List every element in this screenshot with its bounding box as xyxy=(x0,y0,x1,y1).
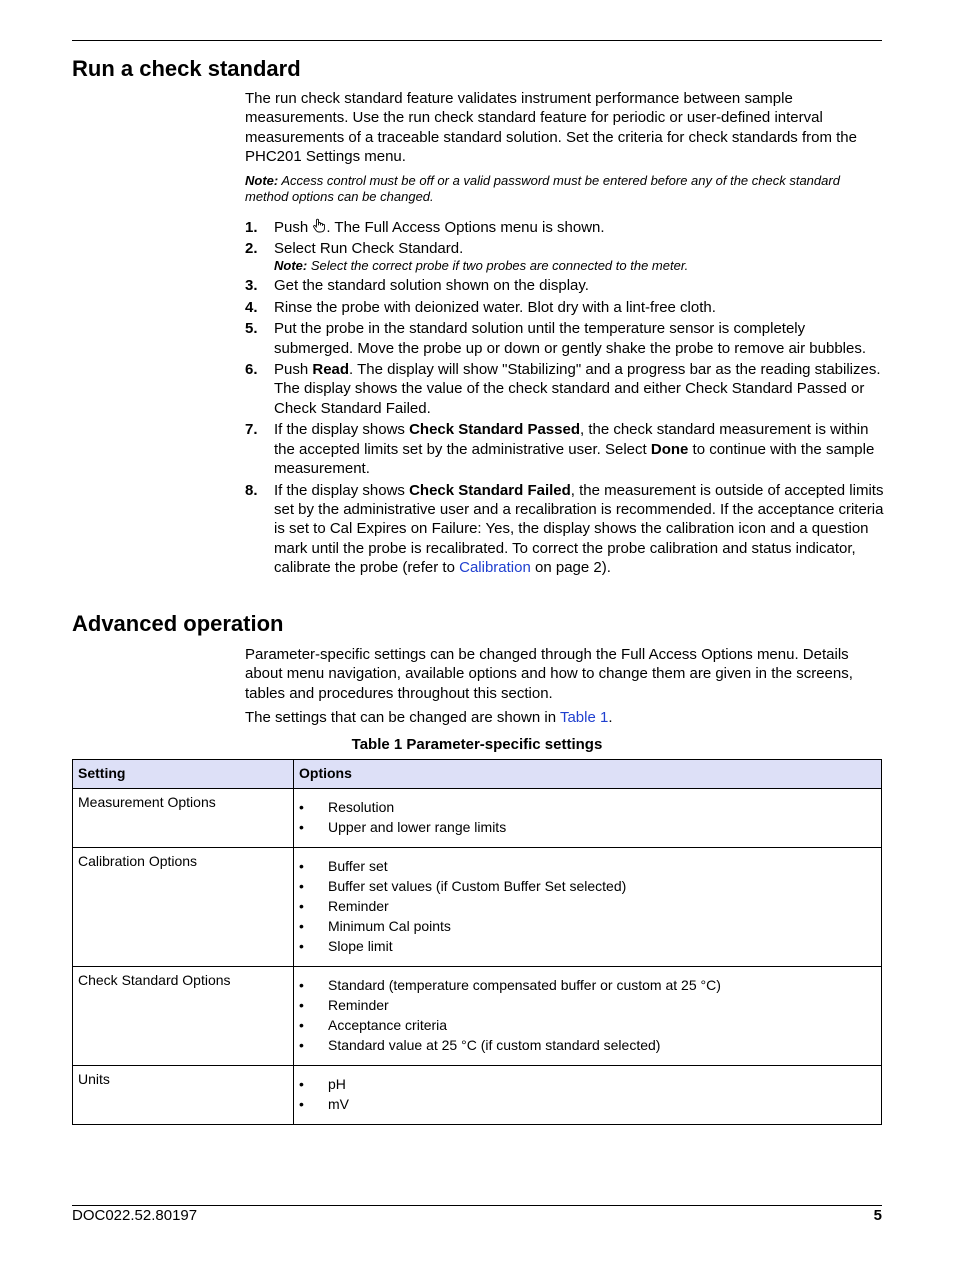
option-text: Acceptance criteria xyxy=(328,1017,448,1033)
done-key-label: Done xyxy=(650,440,689,458)
procedure-steps xyxy=(245,218,885,578)
table-ref-end: . xyxy=(608,709,613,727)
advanced-intro-paragraph: Parameter-specific settings can be changed through the Full Access Options menu. Details about menu navigation, available options and how to change them are given in the screens, tables and procedures throughout this section. xyxy=(245,646,853,702)
step-2-note xyxy=(274,258,885,274)
section-title-run-check-standard: Run a check standard xyxy=(72,56,301,81)
options-list xyxy=(299,975,876,1055)
note-text: Access control must be off or a valid password must be entered before any of the check standard method options can be changed. xyxy=(245,172,840,204)
parameter-settings-table xyxy=(72,759,882,1125)
step-2 xyxy=(245,239,885,274)
step-text: Push xyxy=(274,218,313,236)
option-text: mV xyxy=(328,1096,349,1112)
list-item xyxy=(299,896,876,916)
list-item xyxy=(299,1094,876,1114)
list-item xyxy=(299,817,876,837)
step-text-end: on page 2). xyxy=(530,559,611,577)
list-item xyxy=(299,1074,876,1094)
option-text: Standard (temperature compensated buffer or custom at 25 °C) xyxy=(328,977,721,993)
column-header-options: Options xyxy=(294,760,882,789)
step-6 xyxy=(245,360,885,418)
options-cell xyxy=(294,848,882,967)
table-reference-paragraph xyxy=(245,708,885,727)
table-row xyxy=(73,967,882,1066)
header-rule xyxy=(72,40,882,41)
bullet: • xyxy=(299,1096,304,1112)
list-item xyxy=(299,975,876,995)
bullet: • xyxy=(299,799,304,815)
list-item xyxy=(299,797,876,817)
options-cell xyxy=(294,1066,882,1125)
document-id: DOC022.52.80197 xyxy=(72,1207,198,1224)
option-text: Buffer set values (if Custom Buffer Set selected) xyxy=(328,878,627,894)
table-row xyxy=(73,848,882,967)
step-number: 3. xyxy=(245,277,258,295)
step-text-end: to continue with the sample measurement. xyxy=(274,440,875,478)
table-row xyxy=(73,789,882,848)
option-text: Resolution xyxy=(328,799,395,815)
step-text: Rinse the probe with deionized water. Blot dry with a lint-free cloth. xyxy=(274,298,716,316)
bullet: • xyxy=(299,1017,304,1033)
list-item xyxy=(299,876,876,896)
option-text: Slope limit xyxy=(328,938,393,954)
step-text: If the display shows xyxy=(274,481,410,499)
option-text: Reminder xyxy=(328,997,389,1013)
page-number: 5 xyxy=(873,1207,882,1224)
step-text: Select Run Check Standard. xyxy=(274,240,464,258)
bullet: • xyxy=(299,878,304,894)
run-check-standard-body xyxy=(245,89,885,580)
table-ref-text: The settings that can be changed are shown in xyxy=(245,709,560,727)
access-note xyxy=(245,173,885,205)
option-text: Standard value at 25 °C (if custom standard selected) xyxy=(328,1037,661,1053)
footer-rule xyxy=(72,1205,882,1206)
option-text: pH xyxy=(328,1076,346,1092)
options-list xyxy=(299,797,876,837)
step-number: 6. xyxy=(245,361,258,379)
advanced-operation-body xyxy=(245,645,885,728)
setting-cell: Units xyxy=(73,1066,294,1125)
step-text-cont: . The Full Access Options menu is shown. xyxy=(326,218,605,236)
setting-cell: Measurement Options xyxy=(73,789,294,848)
option-text: Upper and lower range limits xyxy=(328,819,507,835)
bullet: • xyxy=(299,997,304,1013)
note-text: Select the correct probe if two probes are connected to the meter. xyxy=(307,258,689,274)
step-number: 1. xyxy=(245,218,258,236)
read-key-label: Read xyxy=(312,361,350,379)
step-3 xyxy=(245,276,885,295)
list-item xyxy=(299,1015,876,1035)
step-text-cont: , the measurement is outside of accepted limits set by the administrative user and a recalibration is recommended. If the acceptance criteria is set to Cal Expires on Failure: Yes, the display shows the calibration icon and a question mark until the probe is recalibrated. To correct the probe calibration and status indicator, calibrate the probe (refer to xyxy=(274,481,884,577)
step-text: Push xyxy=(274,361,313,379)
failed-label: Check Standard Failed xyxy=(409,481,571,499)
options-cell xyxy=(294,789,882,848)
section-title-advanced-operation: Advanced operation xyxy=(72,611,284,636)
list-item xyxy=(299,1035,876,1055)
step-text-cont: . The display will show "Stabilizing" and a progress bar as the reading stabilizes. The display shows the value of the check standard and either Check Standard Passed or Check Standard Failed. xyxy=(274,361,881,417)
note-label: Note: xyxy=(245,172,279,188)
step-text: Get the standard solution shown on the display. xyxy=(274,277,589,295)
bullet: • xyxy=(299,1037,304,1053)
step-8 xyxy=(245,481,885,578)
step-number: 8. xyxy=(245,481,258,499)
table-header-row xyxy=(73,760,882,789)
bullet: • xyxy=(299,898,304,914)
list-item xyxy=(299,936,876,956)
step-4 xyxy=(245,298,885,317)
step-1 xyxy=(245,218,885,237)
bullet: • xyxy=(299,1076,304,1092)
table-caption: Table 1 Parameter-specific settings xyxy=(351,736,603,753)
step-text: If the display shows xyxy=(274,421,410,439)
step-number: 2. xyxy=(245,240,258,258)
list-item xyxy=(299,856,876,876)
intro-paragraph: The run check standard feature validates instrument performance between sample measurements. Use the run check standard feature for periodic or user-defined interval measurements of a traceable standard solution. Set the criteria for check standards from the PHC201 Settings menu. xyxy=(245,90,857,166)
bullet: • xyxy=(299,938,304,954)
step-7 xyxy=(245,420,885,478)
bullet: • xyxy=(299,977,304,993)
step-text-cont: , the check standard measurement is within the accepted limits set by the administrative user. Select xyxy=(274,421,869,458)
list-item xyxy=(299,995,876,1015)
setting-cell: Calibration Options xyxy=(73,848,294,967)
bullet: • xyxy=(299,819,304,835)
option-text: Buffer set xyxy=(328,858,388,874)
options-cell xyxy=(294,967,882,1066)
step-number: 5. xyxy=(245,320,258,338)
note-label: Note: xyxy=(274,258,308,274)
step-number: 4. xyxy=(245,298,258,316)
step-number: 7. xyxy=(245,421,258,439)
table-row xyxy=(73,1066,882,1125)
step-5 xyxy=(245,319,885,358)
passed-label: Check Standard Passed xyxy=(409,421,580,439)
option-text: Reminder xyxy=(328,898,389,914)
setting-cell: Check Standard Options xyxy=(73,967,294,1066)
hand-pointer-icon xyxy=(312,218,326,232)
option-text: Minimum Cal points xyxy=(328,918,451,934)
options-list xyxy=(299,1074,876,1114)
list-item xyxy=(299,916,876,936)
bullet: • xyxy=(299,858,304,874)
bullet: • xyxy=(299,918,304,934)
column-header-setting: Setting xyxy=(73,760,294,789)
options-list xyxy=(299,856,876,956)
table-1-link[interactable]: Table 1 xyxy=(559,709,609,727)
calibration-link[interactable]: Calibration xyxy=(459,559,531,577)
step-text: Put the probe in the standard solution until the temperature sensor is completely submerged. Move the probe up or down or gently shake the probe to remove air bubbles. xyxy=(274,320,867,357)
